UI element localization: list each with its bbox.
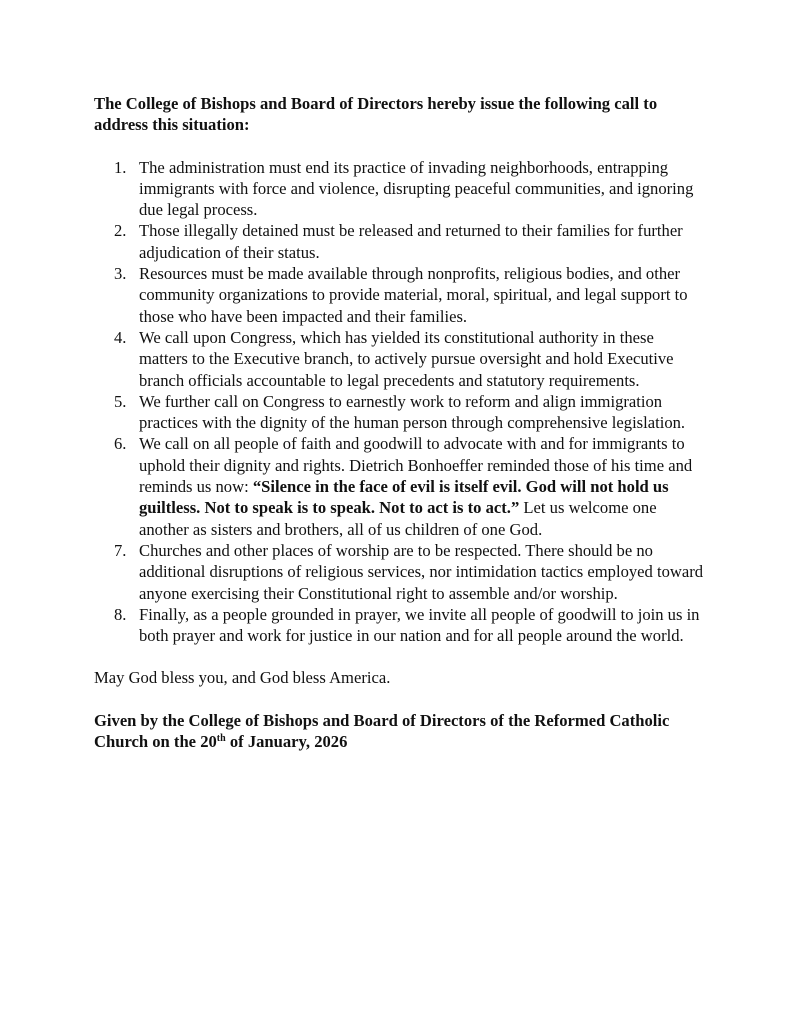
list-item <box>94 604 704 647</box>
list-item <box>94 433 704 539</box>
document-page <box>94 93 704 752</box>
given-date-text: of January, 2026 <box>225 732 348 752</box>
item-number: 1. <box>114 157 127 177</box>
item-number: 3. <box>114 264 127 284</box>
given-text: Given by the College of Bishops and Board of Directors of the Reformed Catholic Church on the 20 <box>94 710 670 752</box>
list-item <box>94 263 704 327</box>
item-number: 2. <box>114 221 127 241</box>
item-text: Churches and other places of worship are to be respected. There should be no additional disruptions of religious services, nor intimidation tactics employed toward anyone exercising their Constitutional right to assemble and/or worship. <box>139 540 704 603</box>
item-number: 4. <box>114 327 127 347</box>
list-item <box>94 220 704 263</box>
list-item <box>94 327 704 391</box>
item-text: Those illegally detained must be released and returned to their families for further adjudication of their status. <box>139 221 683 262</box>
list-item <box>94 157 704 221</box>
item-text: We call upon Congress, which has yielded its constitutional authority in these matters to the Executive branch, to actively pursue oversight and hold Executive branch officials accountable to legal precedents and statutory requirements. <box>139 327 674 390</box>
item-text-after-quote: Let us welcome one another as sisters and brothers, all of us children of one God. <box>139 498 657 539</box>
statement-heading: The College of Bishops and Board of Directors hereby issue the following call to address this situation: <box>94 94 658 135</box>
item-number: 6. <box>114 434 127 454</box>
list-item <box>94 391 704 434</box>
item-number: 5. <box>114 391 127 411</box>
item-text: Resources must be made available through nonprofits, religious bodies, and other community organizations to provide material, moral, spiritual, and legal support to those who have been impacted and their families. <box>139 264 688 326</box>
calls-list <box>94 157 704 647</box>
given-by-statement <box>94 710 704 753</box>
item-text: Finally, as a people grounded in prayer, we invite all people of goodwill to join us in both prayer and work for justice in our nation and for all people around the world. <box>139 604 700 646</box>
closing-blessing: May God bless you, and God bless America. <box>94 668 391 688</box>
item-text: We further call on Congress to earnestly work to reform and align immigration practices with the dignity of the human person through comprehensive legislation. <box>139 391 686 433</box>
bonhoeffer-quote: “Silence in the face of evil is itself evil. God will not hold us guiltless. Not to speak is to speak. Not to act is to act.” <box>139 477 669 518</box>
item-number: 7. <box>114 540 127 560</box>
item-text-before-quote: We call on all people of faith and goodwill to advocate with and for immigrants to uphold their dignity and rights. Dietrich Bonhoeffer reminded those of his time and reminds us now: <box>139 434 693 497</box>
item-number: 8. <box>114 604 127 624</box>
item-text: The administration must end its practice of invading neighborhoods, entrapping immigrants with force and violence, disrupting peaceful communities, and ignoring due legal process. <box>139 157 694 220</box>
ordinal-suffix: th <box>216 733 226 745</box>
list-item <box>94 540 704 604</box>
